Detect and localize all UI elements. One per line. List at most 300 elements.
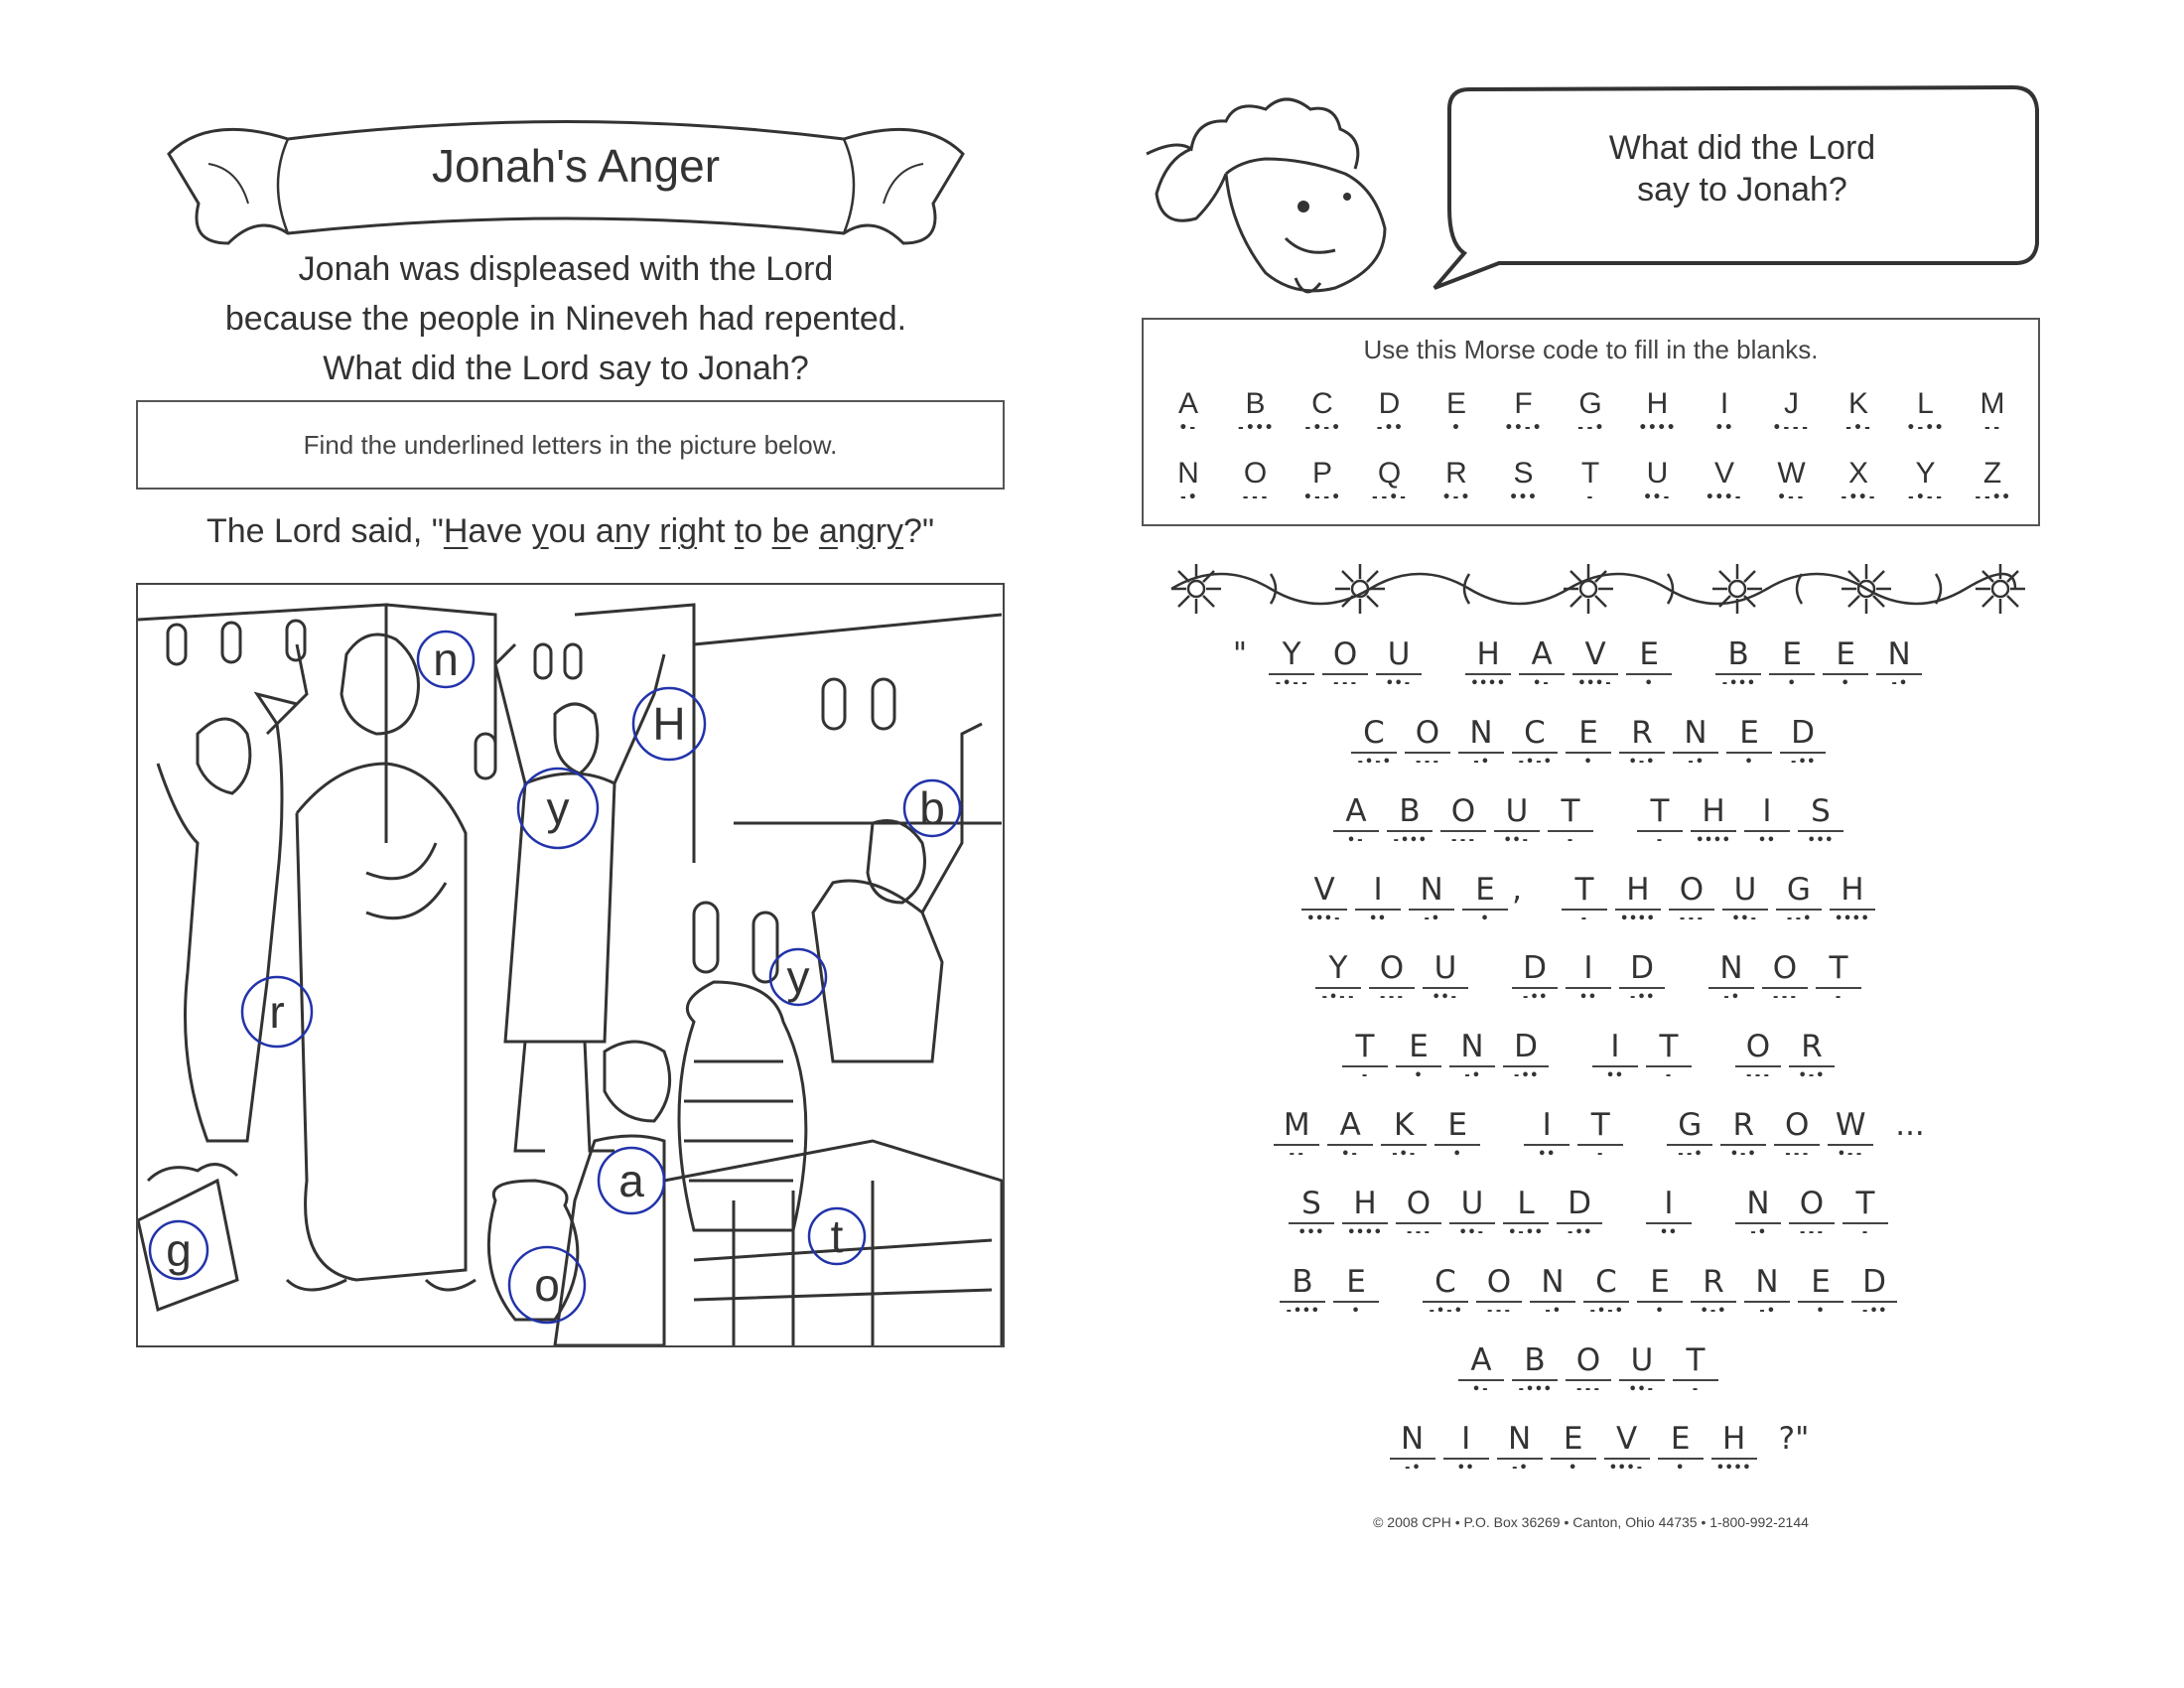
answer-morse-code: -• <box>1758 1304 1776 1319</box>
bubble-line: say to Jonah? <box>1637 171 1847 209</box>
quote-text: n <box>837 512 857 550</box>
answer-letter: V <box>1301 871 1347 911</box>
answer-blank[interactable] <box>1351 714 1397 772</box>
answer-morse-code: -• <box>1403 1461 1422 1476</box>
answer-letter: O <box>1405 714 1450 754</box>
answer-letter: W <box>1828 1106 1873 1146</box>
morse-key-letter: N <box>1177 457 1199 490</box>
answer-morse-code: -••• <box>1285 1304 1320 1319</box>
answer-letter: O <box>1774 1106 1820 1146</box>
answer-morse-code: -• <box>1890 676 1908 691</box>
morse-key-item <box>1896 457 1956 504</box>
answer-blank[interactable] <box>1405 714 1450 772</box>
answer-letter: E <box>1798 1263 1843 1303</box>
answer-blank[interactable] <box>1342 1028 1388 1085</box>
answer-morse-code: •••• <box>1347 1225 1383 1240</box>
answer-word <box>1265 635 1426 693</box>
answer-blank[interactable] <box>1566 1341 1611 1399</box>
answer-blank[interactable] <box>1726 714 1772 772</box>
answer-blank[interactable] <box>1423 949 1468 1007</box>
answer-word <box>1461 635 1676 693</box>
morse-key-item <box>1360 457 1420 504</box>
morse-key-letter: X <box>1847 457 1868 490</box>
answer-blank[interactable] <box>1462 871 1508 928</box>
answer-morse-code: -• <box>1687 755 1705 770</box>
instruction-text: Find the underlined letters in the picture below. <box>303 429 838 460</box>
answer-blank[interactable] <box>1423 1263 1468 1321</box>
answer-line <box>1152 792 2025 856</box>
intro-line: What did the Lord say to Jonah? <box>323 350 809 387</box>
answer-blank[interactable] <box>1551 1420 1596 1477</box>
answer-blank[interactable] <box>1851 1263 1897 1321</box>
answer-letter: H <box>1342 1185 1388 1224</box>
bubble-question <box>1499 127 1985 211</box>
morse-key-item <box>1159 457 1218 504</box>
answer-morse-code: •• <box>1456 1461 1475 1476</box>
answer-letter: H <box>1830 871 1875 911</box>
answer-morse-code: -•• <box>1789 755 1817 770</box>
answer-morse-code: -••• <box>1720 676 1756 691</box>
morse-key-letter: R <box>1445 457 1467 490</box>
answer-letter: Y <box>1269 635 1314 675</box>
answer-line <box>1152 714 2025 777</box>
answer-morse-code: •••- <box>1577 676 1613 691</box>
answer-punctuation: " <box>1232 636 1248 672</box>
answer-letter: U <box>1722 871 1768 911</box>
answer-blank[interactable] <box>1637 1263 1683 1321</box>
answer-morse-code: • <box>1583 755 1593 770</box>
answer-letter: N <box>1449 1028 1495 1067</box>
answer-blank[interactable] <box>1769 635 1815 693</box>
answer-blank[interactable] <box>1494 792 1540 850</box>
answer-letter: D <box>1619 949 1665 989</box>
answer-letter: E <box>1769 635 1815 675</box>
answer-blank[interactable] <box>1619 949 1665 1007</box>
answer-blank[interactable] <box>1512 1341 1558 1399</box>
answer-blank[interactable] <box>1434 1106 1480 1164</box>
morse-key-item <box>1226 387 1286 435</box>
answer-letter: U <box>1494 792 1540 832</box>
hidden-letter: H <box>652 698 686 750</box>
answer-blank[interactable] <box>1342 1185 1388 1242</box>
morse-key-item <box>1762 387 1822 435</box>
answer-word <box>1633 792 1847 850</box>
morse-key-code: •--- <box>1772 420 1811 436</box>
answer-letter: N <box>1390 1420 1435 1460</box>
morse-key-letter: A <box>1177 387 1198 420</box>
answer-letter: C <box>1583 1263 1629 1303</box>
answer-letter: O <box>1476 1263 1522 1303</box>
answer-morse-code: •- <box>1341 1147 1360 1162</box>
morse-key-letter: E <box>1445 387 1466 420</box>
answer-blank[interactable] <box>1789 1185 1835 1242</box>
answer-morse-code: --• <box>1785 912 1813 926</box>
morse-key-item <box>1695 387 1754 435</box>
answer-letter: V <box>1604 1420 1650 1460</box>
quote-underlined-letter: a <box>818 512 838 550</box>
answer-blank[interactable] <box>1524 1106 1570 1164</box>
answer-blank[interactable] <box>1301 871 1347 928</box>
morse-key-item <box>1561 387 1620 435</box>
answer-blank[interactable] <box>1443 1420 1489 1477</box>
answer-blank[interactable] <box>1333 792 1379 850</box>
hidden-letter: t <box>830 1210 844 1262</box>
morse-key-code: •- <box>1178 420 1198 436</box>
answer-letter: D <box>1512 949 1558 989</box>
answer-letter: I <box>1443 1420 1489 1460</box>
answer-blank[interactable] <box>1458 714 1504 772</box>
answer-blank[interactable] <box>1409 871 1454 928</box>
answer-blank[interactable] <box>1333 1263 1379 1321</box>
answer-letter: O <box>1669 871 1714 911</box>
answer-word <box>1311 949 1472 1007</box>
answer-blank[interactable] <box>1381 1106 1427 1164</box>
answer-letter: E <box>1333 1263 1379 1303</box>
answer-blank[interactable] <box>1396 1185 1441 1242</box>
answer-letter: I <box>1524 1106 1570 1146</box>
answer-letter: N <box>1735 1185 1781 1224</box>
morse-key-letter: L <box>1917 387 1934 420</box>
copyright-footer: © 2008 CPH • P.O. Box 36269 • Canton, Ohio 44735 • 1-800-992-2144 <box>1373 1514 1809 1530</box>
morse-key-code: -• <box>1178 490 1198 505</box>
answer-morse-code: •• <box>1660 1225 1678 1240</box>
answer-blank[interactable] <box>1816 949 1861 1007</box>
answer-blank[interactable] <box>1476 1263 1522 1321</box>
answer-morse-code: -• <box>1722 990 1740 1005</box>
answer-blank[interactable] <box>1744 792 1790 850</box>
morse-key-code: ••-• <box>1504 420 1543 436</box>
answer-letter: I <box>1566 949 1611 989</box>
answer-letter: U <box>1449 1185 1495 1224</box>
answer-letter: D <box>1851 1263 1897 1303</box>
intro-text <box>149 244 983 393</box>
answer-blank[interactable] <box>1691 792 1736 850</box>
answer-letter: T <box>1342 1028 1388 1067</box>
answer-morse-code: --- <box>1678 912 1706 926</box>
answer-morse-code: ••- <box>1731 912 1759 926</box>
answer-blank[interactable] <box>1376 635 1422 693</box>
answer-line <box>1152 1106 2025 1170</box>
answer-blank[interactable] <box>1711 1420 1757 1477</box>
answer-word <box>1276 1263 1383 1321</box>
answer-blank[interactable] <box>1440 792 1486 850</box>
answer-letter: H <box>1691 792 1736 832</box>
answer-blank[interactable] <box>1876 635 1922 693</box>
answer-blank[interactable] <box>1673 1341 1718 1399</box>
answer-morse-code: •-• <box>1628 755 1656 770</box>
answer-blank[interactable] <box>1583 1263 1629 1321</box>
answer-blank[interactable] <box>1744 1263 1790 1321</box>
answer-blank[interactable] <box>1669 871 1714 928</box>
answer-letter: E <box>1462 871 1508 911</box>
answer-blank[interactable] <box>1512 714 1558 772</box>
answer-letter: U <box>1619 1341 1665 1381</box>
answer-blank[interactable] <box>1449 1028 1495 1085</box>
answer-punctuation: ?" <box>1778 1421 1810 1457</box>
intro-line: Jonah was displeased with the Lord <box>298 250 834 288</box>
answer-letter: E <box>1637 1263 1683 1303</box>
answer-blank[interactable] <box>1626 635 1672 693</box>
morse-key-item <box>1427 387 1486 435</box>
answer-letter: G <box>1667 1106 1712 1146</box>
answer-morse-code: •••• <box>1696 833 1731 848</box>
answer-blank[interactable] <box>1572 635 1618 693</box>
answer-morse-code: •••• <box>1835 912 1870 926</box>
answer-blank[interactable] <box>1691 1263 1736 1321</box>
answer-blank[interactable] <box>1673 714 1718 772</box>
answer-blank[interactable] <box>1269 635 1314 693</box>
morse-key-letter: I <box>1719 387 1729 420</box>
answer-morse-code: •• <box>1606 1068 1624 1083</box>
answer-blank[interactable] <box>1780 714 1826 772</box>
answer-morse-code: --- <box>1414 755 1441 770</box>
answer-letter: D <box>1503 1028 1549 1067</box>
answer-letter: I <box>1592 1028 1638 1067</box>
answer-letter: N <box>1876 635 1922 675</box>
answer-blank[interactable] <box>1715 635 1761 693</box>
answer-blank[interactable] <box>1322 635 1368 693</box>
morse-key-letter: V <box>1713 457 1734 490</box>
answer-letter: A <box>1333 792 1379 832</box>
morse-key-letter: F <box>1514 387 1533 420</box>
answer-letter: A <box>1458 1341 1504 1381</box>
answer-letter: E <box>1551 1420 1596 1460</box>
answer-blank[interactable] <box>1289 1185 1334 1242</box>
instruction-box <box>136 400 1005 490</box>
answer-blank[interactable] <box>1798 1263 1843 1321</box>
quote-underlined-letter: g <box>678 512 698 550</box>
answer-morse-code: -•-• <box>1428 1304 1463 1319</box>
answer-letter: O <box>1440 792 1486 832</box>
morse-key-letter: Q <box>1377 457 1402 490</box>
answer-blank[interactable] <box>1615 871 1661 928</box>
answer-blank[interactable] <box>1708 949 1754 1007</box>
answer-blank[interactable] <box>1512 949 1558 1007</box>
morse-key-letter: T <box>1580 457 1600 490</box>
answer-blank[interactable] <box>1592 1028 1638 1085</box>
answer-blank[interactable] <box>1503 1028 1549 1085</box>
morse-key-item <box>1494 457 1554 504</box>
morse-key-letter: K <box>1847 387 1868 420</box>
answer-blank[interactable] <box>1315 949 1361 1007</box>
answer-blank[interactable] <box>1562 871 1607 928</box>
answer-morse-code: •• <box>1758 833 1776 848</box>
answer-letter: T <box>1843 1185 1888 1224</box>
answer-letter: O <box>1735 1028 1781 1067</box>
answer-letter: E <box>1626 635 1672 675</box>
morse-key-letter: P <box>1311 457 1332 490</box>
answer-letter: N <box>1497 1420 1543 1460</box>
answer-morse-code: - <box>1664 1068 1674 1083</box>
answer-letter: T <box>1646 1028 1692 1067</box>
answer-morse-code: -•-• <box>1588 1304 1624 1319</box>
answer-letter: B <box>1512 1341 1558 1381</box>
answer-word <box>1285 1185 1606 1242</box>
answer-morse-code: -•• <box>1860 1304 1888 1319</box>
answer-blank[interactable] <box>1449 1185 1495 1242</box>
answer-blank[interactable] <box>1823 635 1868 693</box>
answer-blank[interactable] <box>1327 1106 1373 1164</box>
hidden-letter: g <box>166 1224 192 1276</box>
answer-word <box>1558 871 1879 928</box>
morse-key-code: ••- <box>1643 490 1672 505</box>
morse-key-code: --- <box>1241 490 1270 505</box>
answer-line <box>1152 635 2025 699</box>
morse-key-code: -•- <box>1843 420 1873 436</box>
answer-blank[interactable] <box>1369 949 1415 1007</box>
answer-blank[interactable] <box>1774 1106 1820 1164</box>
morse-key-item <box>1628 387 1688 435</box>
bubble-line: What did the Lord <box>1608 129 1876 167</box>
answer-blank[interactable] <box>1843 1185 1888 1242</box>
answer-word <box>1731 1185 1892 1242</box>
morse-key-item <box>1628 457 1688 504</box>
answer-word <box>1297 871 1522 928</box>
answer-letter: A <box>1519 635 1565 675</box>
answer-blank[interactable] <box>1577 1106 1623 1164</box>
answer-morse-code: --- <box>1485 1304 1513 1319</box>
answer-morse-code: • <box>1655 1304 1665 1319</box>
answer-letter: O <box>1566 1341 1611 1381</box>
quote-text: ?" <box>903 512 935 550</box>
answer-morse-code: •-•• <box>1508 1225 1544 1240</box>
answer-blank[interactable] <box>1497 1420 1543 1477</box>
answer-morse-code: - <box>1566 833 1575 848</box>
morse-key-code: - <box>1585 490 1595 505</box>
quote-text: e <box>790 512 819 550</box>
quote-underlined-letter: t <box>734 512 745 550</box>
answer-blank[interactable] <box>1776 871 1822 928</box>
hidden-letter: y <box>786 951 810 1003</box>
answer-letter: M <box>1274 1106 1319 1146</box>
answer-morse-code: •••• <box>1470 676 1506 691</box>
answer-blank[interactable] <box>1566 714 1611 772</box>
answer-blank[interactable] <box>1646 1028 1692 1085</box>
answer-letter: N <box>1673 714 1718 754</box>
answer-word <box>1419 1263 1901 1321</box>
answer-blank[interactable] <box>1503 1185 1549 1242</box>
answer-blank[interactable] <box>1465 635 1511 693</box>
answer-letter: I <box>1355 871 1401 911</box>
answer-word <box>1270 1106 1484 1164</box>
hidden-letter: n <box>433 633 459 685</box>
answer-line <box>1152 1028 2025 1091</box>
morse-key-letter: S <box>1513 457 1534 490</box>
answer-blank[interactable] <box>1720 1106 1766 1164</box>
answer-blank[interactable] <box>1789 1028 1835 1085</box>
answer-blank[interactable] <box>1530 1263 1575 1321</box>
answer-letter: C <box>1423 1263 1468 1303</box>
answer-morse-code: - <box>1655 833 1665 848</box>
answer-blank[interactable] <box>1830 871 1875 928</box>
answer-blank[interactable] <box>1798 792 1843 850</box>
answer-blank[interactable] <box>1667 1106 1712 1164</box>
answer-blank[interactable] <box>1557 1185 1602 1242</box>
answer-letter: I <box>1646 1185 1692 1224</box>
answer-letter: E <box>1566 714 1611 754</box>
morse-key-item <box>1427 457 1486 504</box>
morse-key-code: •--• <box>1303 490 1341 505</box>
morse-key-item <box>1226 457 1286 504</box>
answer-blank[interactable] <box>1604 1420 1650 1477</box>
answer-blank[interactable] <box>1637 792 1683 850</box>
answer-blank[interactable] <box>1722 871 1768 928</box>
answer-morse-code: - <box>1360 1068 1370 1083</box>
answer-morse-code: --- <box>1405 1225 1433 1240</box>
answer-letter: R <box>1691 1263 1736 1303</box>
morse-key-code: -••- <box>1840 490 1877 505</box>
answer-letter: B <box>1280 1263 1325 1303</box>
answer-blank[interactable] <box>1355 871 1401 928</box>
morse-key-code: • <box>1451 420 1461 436</box>
answer-blank[interactable] <box>1390 1420 1435 1477</box>
quote-underlined-letter: y <box>531 512 549 550</box>
answer-blank[interactable] <box>1735 1028 1781 1085</box>
answer-morse-code: •-• <box>1729 1147 1757 1162</box>
answer-blank[interactable] <box>1280 1263 1325 1321</box>
quote-underlined-letter: g <box>856 512 876 550</box>
answer-morse-code: •- <box>1472 1382 1490 1397</box>
answer-blank[interactable] <box>1658 1420 1704 1477</box>
answer-morse-code: -•-• <box>1517 755 1553 770</box>
answer-morse-code: •••• <box>1715 1461 1752 1476</box>
answer-blank[interactable] <box>1519 635 1565 693</box>
answer-blank[interactable] <box>1619 714 1665 772</box>
morse-key-letter: Z <box>1982 457 2002 490</box>
answer-blank[interactable] <box>1762 949 1808 1007</box>
answer-letter: O <box>1322 635 1368 675</box>
answer-morse-code: -••• <box>1517 1382 1553 1397</box>
answer-word <box>1347 714 1830 772</box>
answer-letter: N <box>1409 871 1454 911</box>
answer-morse-code: -•• <box>1628 990 1656 1005</box>
answer-letter: N <box>1708 949 1754 989</box>
answer-blank[interactable] <box>1566 949 1611 1007</box>
answer-morse-code: -• <box>1472 755 1490 770</box>
answer-morse-code: •-• <box>1798 1068 1826 1083</box>
morse-key-code: --• <box>1575 420 1605 436</box>
answer-morse-code: •• <box>1538 1147 1557 1162</box>
answer-blank[interactable] <box>1458 1341 1504 1399</box>
answer-blank[interactable] <box>1396 1028 1441 1085</box>
answer-blank[interactable] <box>1646 1185 1692 1242</box>
answer-letter: B <box>1387 792 1433 832</box>
answer-letter: Y <box>1315 949 1361 989</box>
answer-blank[interactable] <box>1735 1185 1781 1242</box>
answer-word <box>1338 1028 1553 1085</box>
morse-key-code: -•-• <box>1303 420 1341 436</box>
morse-key-item <box>1829 387 1888 435</box>
answer-letter: I <box>1744 792 1790 832</box>
answer-blank[interactable] <box>1387 792 1433 850</box>
quote-body <box>444 512 934 550</box>
answer-letter: N <box>1530 1263 1575 1303</box>
answer-blank[interactable] <box>1619 1341 1665 1399</box>
answer-blank[interactable] <box>1274 1106 1319 1164</box>
answer-letter: T <box>1816 949 1861 989</box>
morse-key-code: -•-- <box>1906 490 1945 505</box>
answer-blank[interactable] <box>1548 792 1593 850</box>
quote-text: r <box>875 512 887 550</box>
answer-morse-code: -• <box>1423 912 1440 926</box>
answer-morse-code: ••• <box>1297 1225 1325 1240</box>
answer-letter: H <box>1465 635 1511 675</box>
quote-text: ave <box>468 512 532 550</box>
hidden-letter: a <box>618 1155 644 1206</box>
morse-key-item <box>1561 457 1620 504</box>
coloring-picture <box>136 583 1005 1347</box>
answer-blank[interactable] <box>1828 1106 1873 1164</box>
